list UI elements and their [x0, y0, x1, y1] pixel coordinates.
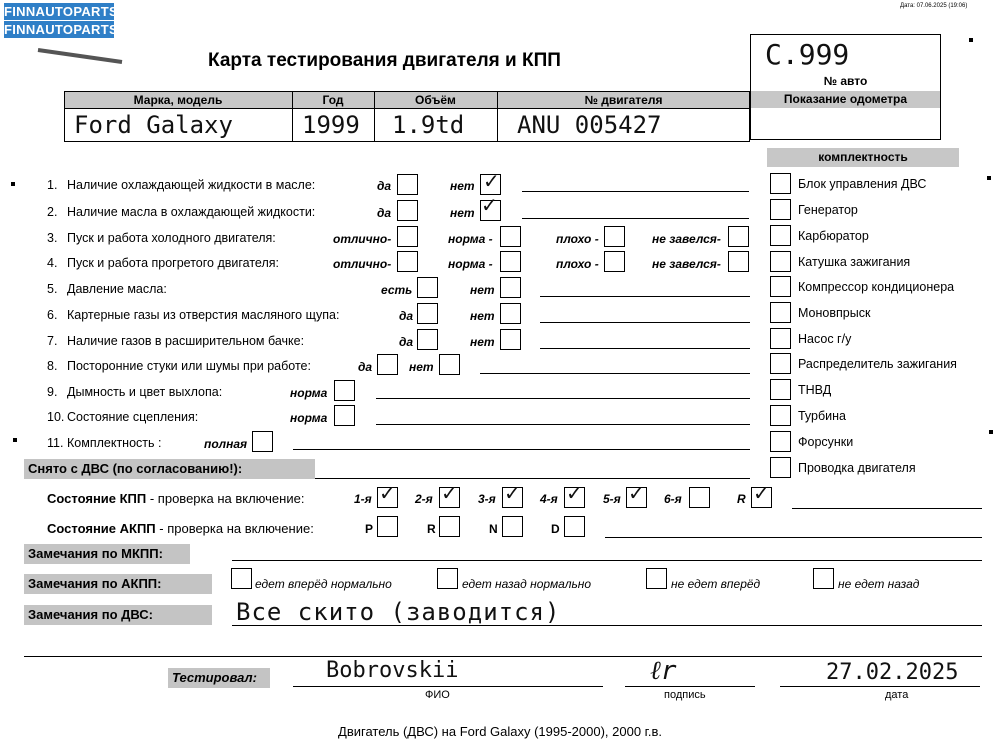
kpp-suffix: - проверка на включение:	[146, 491, 305, 506]
q2-text: Наличие масла в охлаждающей жидкости:	[67, 205, 316, 219]
checkbox-yes[interactable]	[417, 329, 438, 350]
test-date: 27.02.2025	[826, 660, 959, 685]
akpp-backward-label: едет назад нормально	[462, 577, 592, 591]
col-year: Год	[322, 93, 344, 107]
checkbox[interactable]	[770, 199, 791, 220]
check-mark-icon: ✓	[441, 483, 458, 505]
gear-5-label: 5-я	[603, 492, 621, 506]
checkbox[interactable]	[770, 251, 791, 272]
checkbox-norm[interactable]	[500, 226, 521, 247]
compl-item[interactable]	[770, 431, 853, 453]
q11-text: Комплектность :	[67, 436, 162, 450]
checkbox-excellent[interactable]	[397, 226, 418, 247]
checkbox[interactable]	[770, 276, 791, 297]
check-mark-icon: ✓	[481, 195, 498, 217]
dvs-notes-value: Все скито (заводится)	[236, 598, 561, 626]
opt-yes: да	[377, 179, 392, 193]
auto-number-label: № авто	[823, 74, 868, 88]
akpp-no-backward-label: не едет назад	[838, 577, 920, 591]
compl-item[interactable]	[770, 405, 846, 427]
page-title: Карта тестирования двигателя и КПП	[208, 50, 561, 71]
opt-full: полная	[204, 437, 248, 451]
gear-r-label: R	[737, 492, 746, 506]
akpp-n-checkbox[interactable]	[502, 516, 523, 537]
col-engine-number: № двигателя	[584, 93, 663, 107]
checkbox-present[interactable]	[417, 277, 438, 298]
compl-label: Компрессор кондиционера	[798, 279, 955, 294]
mkpp-notes-label: Замечания по МКПП:	[24, 544, 190, 564]
q9-number: 9.	[47, 385, 58, 399]
checkbox[interactable]	[770, 225, 791, 246]
check-mark-icon: ✓	[628, 483, 645, 505]
akpp-p-checkbox[interactable]	[377, 516, 398, 537]
q4-number: 4.	[47, 256, 58, 270]
opt-present: есть	[381, 283, 413, 297]
compl-label: ТНВД	[798, 382, 832, 397]
opt-bad: плохо -	[556, 232, 599, 246]
gear-3-label: 3-я	[478, 492, 496, 506]
compl-label: Турбина	[798, 408, 846, 423]
opt-bad: плохо -	[556, 257, 599, 271]
checkbox[interactable]	[770, 457, 791, 478]
akpp-notes-label: Замечания по АКПП:	[24, 574, 212, 594]
signature-label: подпись	[664, 689, 706, 701]
q1-text: Наличие охлаждающей жидкости в масле:	[67, 178, 316, 192]
year-value: 1999	[302, 111, 360, 139]
compl-item[interactable]	[770, 276, 954, 298]
akpp-backward-checkbox[interactable]	[437, 568, 458, 589]
gear-6-checkbox[interactable]	[689, 487, 710, 508]
brand-logo-2: FINNAUTOPARTS	[4, 22, 118, 37]
opt-yes: да	[377, 206, 392, 220]
checkbox[interactable]	[770, 353, 791, 374]
completeness-title: комплектность	[767, 148, 959, 167]
opt-no: нет	[470, 283, 495, 297]
opt-normal: норма	[290, 411, 328, 425]
compl-label: Насос г/у	[798, 331, 852, 346]
compl-label: Генератор	[798, 202, 858, 217]
check-mark-icon: ✓	[483, 171, 500, 193]
check-mark-icon: ✓	[566, 483, 583, 505]
gear-2-label: 2-я	[415, 492, 433, 506]
dvs-notes-label: Замечания по ДВС:	[24, 605, 212, 625]
q11-number: 11.	[47, 436, 64, 450]
akpp-label: Состояние АКПП	[47, 521, 156, 536]
compl-label: Распределитель зажигания	[798, 356, 957, 371]
checkbox-yes[interactable]	[397, 174, 418, 195]
q5-number: 5.	[47, 282, 58, 296]
q1-number: 1.	[47, 178, 58, 192]
checkbox-excellent[interactable]	[397, 251, 418, 272]
q5-text: Давление масла:	[67, 282, 167, 296]
date-stamp: Дата: 07.06.2025 (19:06)	[900, 3, 968, 9]
akpp-d-checkbox[interactable]	[564, 516, 585, 537]
akpp-r-label: R	[427, 522, 436, 536]
engine-number-value: ANU 005427	[517, 111, 662, 139]
opt-no: нет	[470, 335, 495, 349]
akpp-suffix: - проверка на включение:	[155, 521, 314, 536]
checkbox[interactable]	[770, 328, 791, 349]
compl-label: Карбюратор	[798, 228, 869, 243]
q10-number: 10.	[47, 410, 65, 424]
checkbox-no[interactable]	[500, 329, 521, 350]
checkbox[interactable]	[770, 431, 791, 452]
checkbox-no[interactable]	[500, 277, 521, 298]
opt-nostart: не завелся-	[652, 232, 721, 246]
opt-no: нет	[450, 179, 475, 193]
caption: Двигатель (ДВС) на Ford Galaxy (1995-2000), 2000 г.в.	[338, 724, 662, 739]
q8-number: 8.	[47, 359, 58, 373]
date-label: дата	[885, 689, 909, 701]
q6-text: Картерные газы из отверстия масляного щупа:	[67, 308, 340, 322]
compl-item[interactable]	[770, 225, 869, 247]
gear-4-label: 4-я	[540, 492, 558, 506]
compl-item[interactable]	[770, 251, 910, 273]
checkbox[interactable]	[770, 379, 791, 400]
fio-label: ФИО	[425, 689, 450, 701]
checkbox-yes[interactable]	[417, 303, 438, 324]
akpp-n-label: N	[489, 522, 498, 536]
checkbox-bad[interactable]	[604, 251, 625, 272]
volume-value: 1.9td	[392, 111, 465, 139]
signature: ℓr	[650, 656, 677, 686]
tested-by-label: Тестировал:	[168, 668, 270, 688]
compl-label: Проводка двигателя	[798, 460, 916, 475]
compl-item[interactable]	[770, 199, 858, 221]
col-make: Марка, модель	[133, 93, 223, 107]
check-mark-icon: ✓	[379, 483, 396, 505]
compl-label: Моновпрыск	[798, 305, 871, 320]
akpp-no-forward-label: не едет вперёд	[671, 577, 761, 591]
make-value: Ford Galaxy	[74, 111, 233, 139]
kpp-row	[47, 491, 304, 506]
opt-yes: да	[399, 335, 414, 349]
checkbox-normal[interactable]	[334, 380, 355, 401]
q7-number: 7.	[47, 334, 58, 348]
checkbox[interactable]	[770, 173, 791, 194]
q4-text: Пуск и работа прогретого двигателя:	[67, 256, 279, 270]
checkbox-no[interactable]	[439, 354, 460, 375]
checkbox[interactable]	[770, 405, 791, 426]
compl-label: Форсунки	[798, 434, 854, 449]
akpp-no-backward-checkbox[interactable]	[813, 568, 834, 589]
compl-item[interactable]	[770, 353, 957, 375]
tester-name: Bobrovskii	[326, 658, 459, 683]
checkbox[interactable]	[770, 302, 791, 323]
check-mark-icon: ✓	[504, 483, 521, 505]
auto-number-value: C.999	[765, 38, 850, 71]
opt-excellent: отлично-	[333, 232, 392, 246]
checkbox-yes[interactable]	[377, 354, 398, 375]
checkbox-normal[interactable]	[334, 405, 355, 426]
odometer-label: Показание одометра	[751, 91, 940, 108]
akpp-no-forward-checkbox[interactable]	[646, 568, 667, 589]
akpp-d-label: D	[551, 522, 560, 536]
opt-nostart: не завелся-	[652, 257, 721, 271]
checkbox-no[interactable]	[500, 303, 521, 324]
compl-item[interactable]	[770, 302, 870, 324]
akpp-forward-label: едет вперёд нормально	[255, 577, 392, 591]
akpp-row	[47, 521, 314, 536]
akpp-forward-checkbox[interactable]	[231, 568, 252, 589]
compl-label: Блок управления ДВС	[798, 176, 927, 191]
q7-text: Наличие газов в расширительном бачке:	[67, 334, 305, 348]
q9-text: Дымность и цвет выхлопа:	[67, 385, 223, 399]
gear-6-label: 6-я	[664, 492, 682, 506]
opt-normal: норма	[290, 386, 328, 400]
compl-item[interactable]	[770, 173, 926, 195]
opt-norm: норма -	[448, 232, 493, 246]
col-volume: Объём	[415, 93, 456, 107]
checkbox-nostart[interactable]	[728, 226, 749, 247]
opt-no: нет	[470, 309, 495, 323]
q2-number: 2.	[47, 205, 58, 219]
gear-1-label: 1-я	[354, 492, 372, 506]
checkbox-yes[interactable]	[397, 200, 418, 221]
opt-yes: да	[399, 309, 414, 323]
checkbox-norm[interactable]	[500, 251, 521, 272]
removed-label: Снято с ДВС (по согласованию!):	[24, 459, 315, 479]
compl-item[interactable]	[770, 379, 831, 401]
q10-text: Состояние сцепления:	[67, 410, 199, 424]
q3-number: 3.	[47, 231, 58, 245]
checkbox-nostart[interactable]	[728, 251, 749, 272]
q3-text: Пуск и работа холодного двигателя:	[67, 231, 276, 245]
akpp-r-checkbox[interactable]	[439, 516, 460, 537]
opt-yes: да	[358, 360, 373, 374]
akpp-p-label: P	[365, 522, 374, 536]
opt-no: нет	[409, 360, 434, 374]
opt-norm: норма -	[448, 257, 493, 271]
brand-logo: FINNAUTOPARTS	[4, 4, 118, 19]
q6-number: 6.	[47, 308, 58, 322]
checkbox-full[interactable]	[252, 431, 273, 452]
checkbox-bad[interactable]	[604, 226, 625, 247]
compl-item[interactable]	[770, 457, 916, 479]
check-mark-icon: ✓	[753, 483, 770, 505]
compl-label: Катушка зажигания	[798, 254, 911, 269]
pencil-mark	[36, 46, 126, 68]
opt-no: нет	[450, 206, 475, 220]
opt-excellent: отлично-	[333, 257, 392, 271]
q8-text: Посторонние стуки или шумы при работе:	[67, 359, 311, 373]
kpp-label: Состояние КПП	[47, 491, 147, 506]
compl-item[interactable]	[770, 328, 851, 350]
